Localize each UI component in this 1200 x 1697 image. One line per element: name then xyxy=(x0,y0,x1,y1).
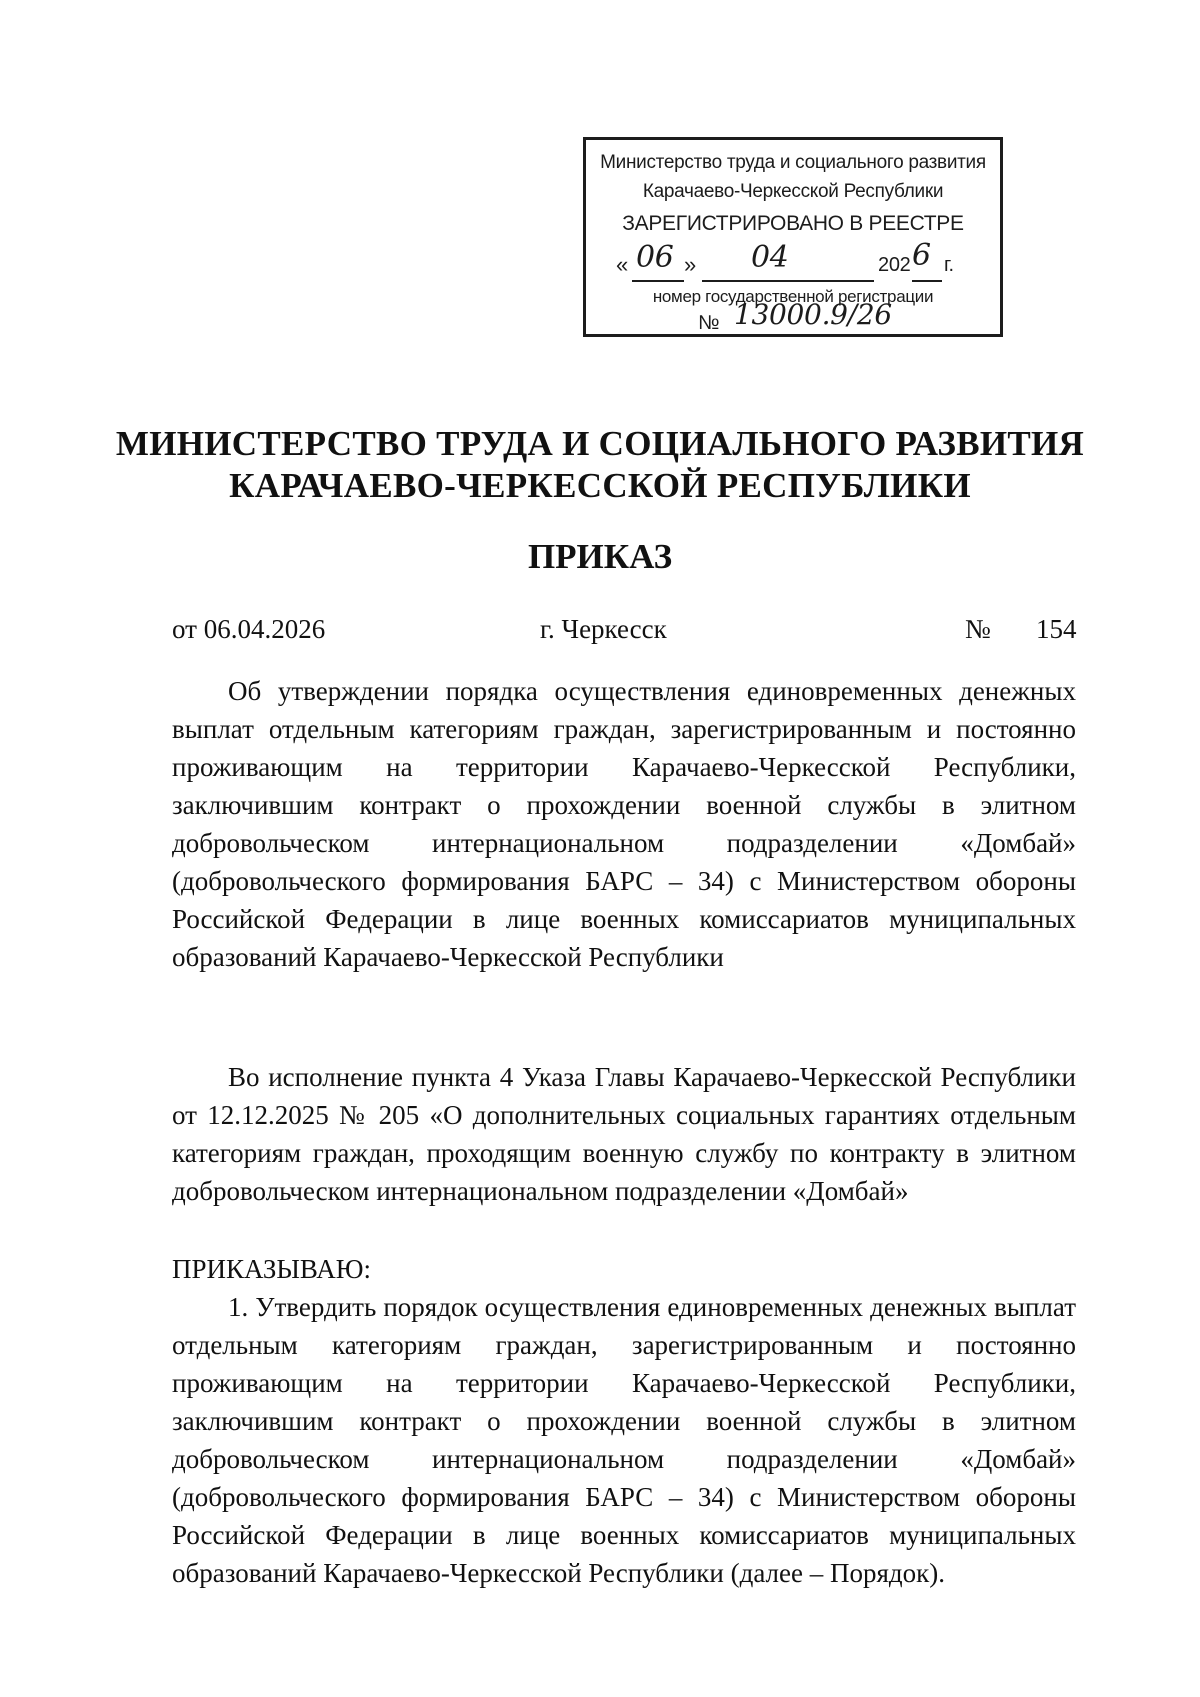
stamp-month: 04 xyxy=(751,240,789,275)
stamp-month-underline xyxy=(702,280,874,282)
registration-stamp xyxy=(583,137,1003,337)
stamp-date-line xyxy=(586,238,1000,286)
order-subject: Об утверждении порядка осуществления единовременных денежных выплат отдельным категориям граждан, зарегистрированным и постоянно проживающим на территории Карачаево-Черкесской Республики, заключившим контракт о прохождении военной службы в элитном добровольческом интернациональном подразделении «Домбай» (добровольческого формирования БАРС – 34) с Министерством обороны Российской Федерации в лице военных комиссариатов муниципальных образований Карачаево-Черкесской Республики xyxy=(172,676,1076,972)
order-date: от 06.04.2026 xyxy=(172,614,326,644)
order-basis-paragraph: Во исполнение пункта 4 Указа Главы Карачаево-Черкесской Республики от 12.12.2025 № 205 «О дополнительных социальных гарантиях отдельным категориям граждан, проходящим военную службу по контракту в элитном добровольческом интернациональном подразделении «Домбай» xyxy=(172,1062,1076,1206)
stamp-reg-number: 13000.9/26 xyxy=(734,298,892,331)
stamp-republic-line: Карачаево-Черкесской Республики xyxy=(642,181,944,202)
stamp-ministry-line: Министерство труда и социального развития xyxy=(600,152,986,173)
stamp-year-underline xyxy=(912,280,942,282)
ministry-title-line1: МИНИСТЕРСТВО ТРУДА И СОЦИАЛЬНОГО РАЗВИТИЯ xyxy=(115,424,1085,463)
document-type-heading: ПРИКАЗ xyxy=(527,537,673,576)
order-city: г. Черкесск xyxy=(540,614,667,644)
order-item-1: 1. Утвердить порядок осуществления единовременных денежных выплат отдельным категориям граждан, зарегистрированным и постоянно проживающим на территории Карачаево-Черкесской Республики, заключившим контракт о прохождении военной службы в элитном добровольческом интернациональном подразделении «Домбай» (добровольческого формирования БАРС – 34) с Министерством обороны Российской Федерации в лице военных комиссариатов муниципальных образований Карачаево-Черкесской Республики (далее – Порядок). xyxy=(172,1292,1076,1588)
stamp-close-quote: » xyxy=(684,252,696,277)
stamp-number-sign: № xyxy=(698,312,720,334)
stamp-open-quote: « xyxy=(616,252,628,277)
stamp-registered-line: ЗАРЕГИСТРИРОВАНО В РЕЕСТРЕ xyxy=(622,212,964,235)
stamp-number-line xyxy=(586,298,1000,338)
order-number: 154 xyxy=(1036,614,1077,644)
order-directive-word: ПРИКАЗЫВАЮ: xyxy=(172,1254,371,1284)
stamp-day: 06 xyxy=(636,240,674,275)
stamp-year-digit: 6 xyxy=(912,238,931,273)
ministry-title-line2: КАРАЧАЕВО-ЧЕРКЕССКОЙ РЕСПУБЛИКИ xyxy=(229,466,971,505)
stamp-day-underline xyxy=(632,280,684,282)
stamp-registration-label: номер государственной регистрации xyxy=(652,287,934,306)
order-number-sign: № xyxy=(965,614,991,644)
stamp-year-prefix: 202 xyxy=(878,254,911,276)
stamp-year-suffix: г. xyxy=(944,254,954,276)
stamp-number-underline xyxy=(726,334,926,336)
